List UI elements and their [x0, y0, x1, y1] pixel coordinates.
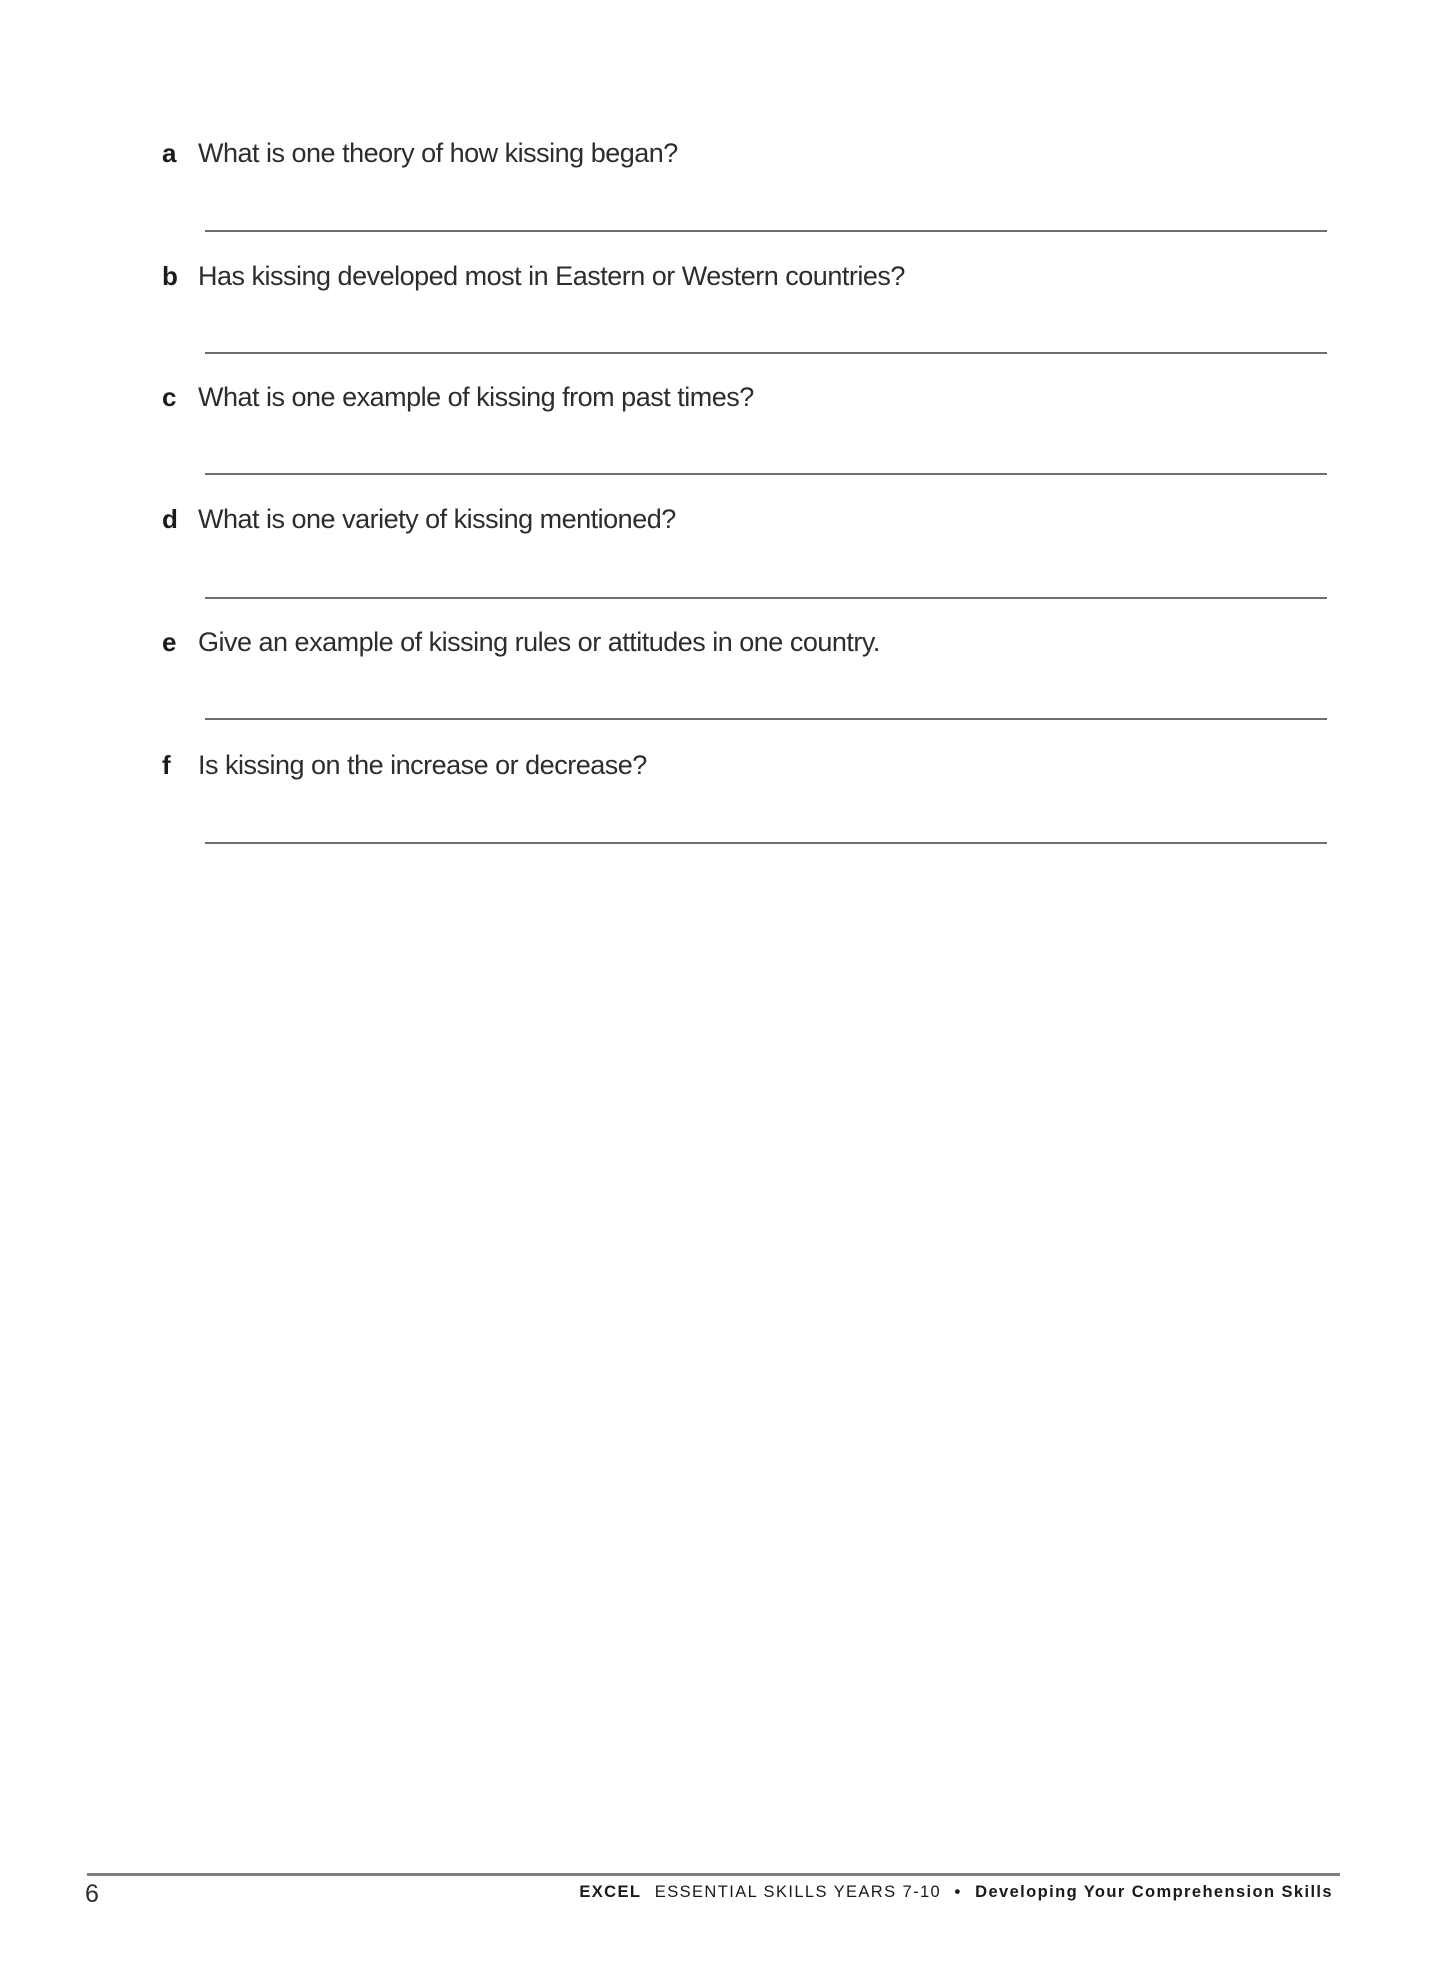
question-c-letter: c	[162, 382, 176, 412]
question-a	[162, 137, 678, 169]
question-e-text: Give an example of kissing rules or attitudes in one country.	[198, 627, 880, 657]
answer-line-c	[205, 473, 1327, 475]
question-f-letter: f	[162, 750, 171, 780]
answer-line-f	[205, 842, 1327, 844]
answer-line-a	[205, 230, 1327, 232]
question-f	[162, 749, 647, 781]
footer-separator-bullet: •	[954, 1883, 962, 1901]
question-b	[162, 260, 905, 292]
question-d-letter: d	[162, 504, 178, 534]
footer-series-subtitle: ESSENTIAL SKILLS YEARS 7-10	[654, 1883, 942, 1901]
answer-line-d	[205, 597, 1327, 599]
question-e-letter: e	[162, 627, 176, 657]
question-d	[162, 503, 676, 535]
footer-series-name: EXCEL	[579, 1883, 642, 1901]
footer-divider	[87, 1873, 1340, 1876]
footer-text	[579, 1883, 1333, 1902]
question-f-text: Is kissing on the increase or decrease?	[198, 750, 647, 780]
page-number: 6	[85, 1880, 99, 1908]
footer-book-title: Developing Your Comprehension Skills	[975, 1883, 1333, 1901]
question-c-text: What is one example of kissing from past times?	[198, 382, 754, 412]
question-a-letter: a	[162, 138, 176, 168]
question-b-text: Has kissing developed most in Eastern or Western countries?	[198, 261, 905, 291]
answer-line-b	[205, 352, 1327, 354]
question-b-letter: b	[162, 261, 178, 291]
question-d-text: What is one variety of kissing mentioned?	[198, 504, 676, 534]
question-c	[162, 381, 754, 413]
question-e	[162, 626, 880, 658]
answer-line-e	[205, 718, 1327, 720]
question-a-text: What is one theory of how kissing began?	[198, 138, 678, 168]
